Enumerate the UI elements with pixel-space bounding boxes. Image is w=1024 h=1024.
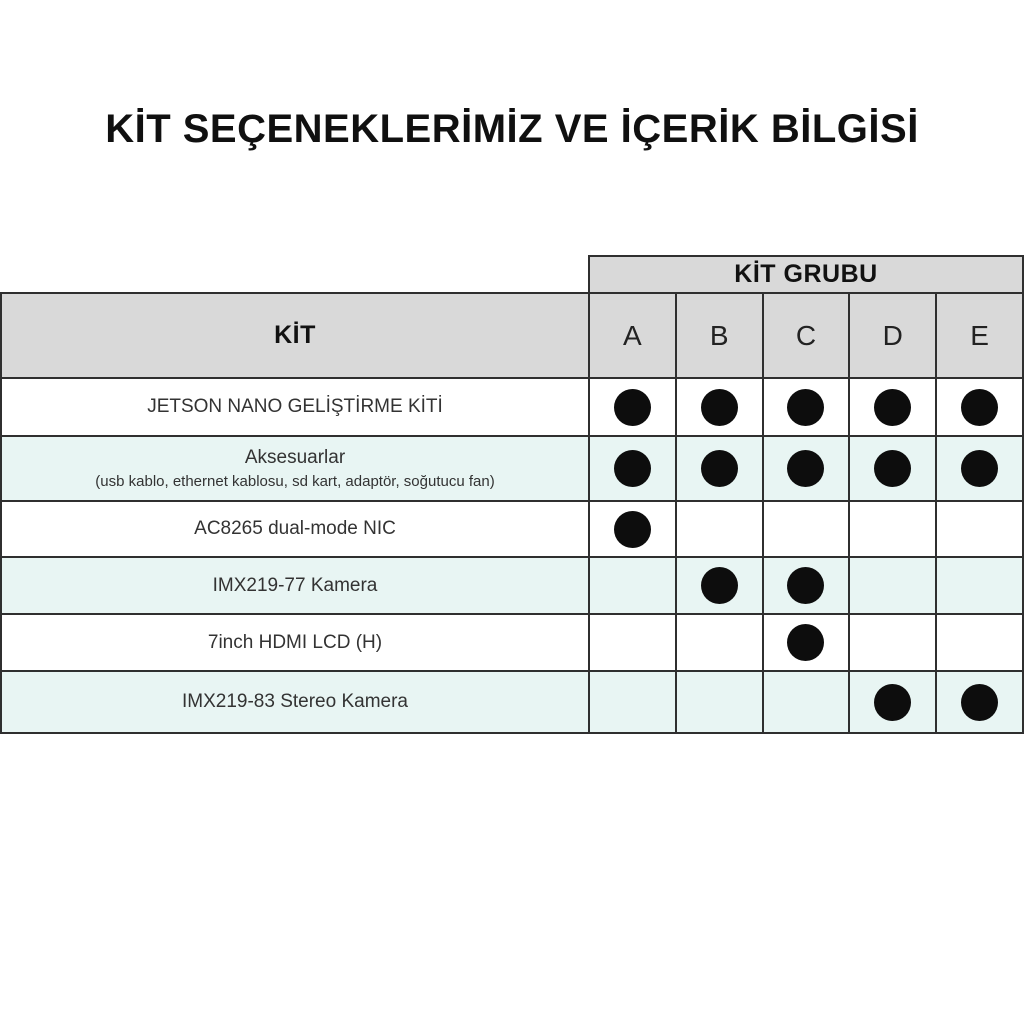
table-row-ac8265 xyxy=(1,501,1023,557)
included-dot xyxy=(787,567,824,604)
row-label: Aksesuarlar xyxy=(244,447,346,469)
included-dot xyxy=(787,624,824,661)
included-dot xyxy=(874,450,911,487)
column-header-d: D xyxy=(849,293,936,378)
included-dot xyxy=(701,450,738,487)
dot-cell xyxy=(763,501,850,557)
kit-options-table xyxy=(0,255,1024,734)
page-title: KİT SEÇENEKLERİMİZ VE İÇERİK BİLGİSİ xyxy=(105,107,919,151)
row-sublabel: (usb kablo, ethernet kablosu, sd kart, adaptör, soğutucu fan) xyxy=(95,473,495,491)
dot-cell xyxy=(763,614,850,671)
table-row-hdmi-lcd xyxy=(1,614,1023,671)
included-dot xyxy=(701,567,738,604)
group-header-row xyxy=(1,256,1023,293)
dot-cell xyxy=(589,378,676,436)
dot-cell xyxy=(589,501,676,557)
dot-cell xyxy=(936,557,1023,614)
included-dot xyxy=(961,450,998,487)
column-header-row xyxy=(1,293,1023,378)
included-dot xyxy=(874,389,911,426)
column-header-b: B xyxy=(676,293,763,378)
row-label: AC8265 dual-mode NIC xyxy=(194,518,396,540)
table-row-jetson-nano xyxy=(1,378,1023,436)
dot-cell xyxy=(849,614,936,671)
header-spacer xyxy=(1,256,589,293)
dot-cell xyxy=(936,436,1023,501)
row-label-cell xyxy=(1,378,589,436)
row-label: IMX219-83 Stereo Kamera xyxy=(181,691,408,713)
dot-cell xyxy=(676,614,763,671)
dot-cell xyxy=(936,614,1023,671)
row-label-cell xyxy=(1,671,589,733)
dot-cell xyxy=(849,501,936,557)
included-dot xyxy=(874,684,911,721)
dot-cell xyxy=(849,557,936,614)
row-label-cell xyxy=(1,436,589,501)
row-label: JETSON NANO GELİŞTİRME KİTİ xyxy=(147,396,443,418)
dot-cell xyxy=(676,378,763,436)
dot-cell xyxy=(676,436,763,501)
dot-cell xyxy=(676,501,763,557)
dot-cell xyxy=(589,614,676,671)
kit-group-header: KİT GRUBU xyxy=(589,256,1023,293)
dot-cell xyxy=(589,671,676,733)
row-label: 7inch HDMI LCD (H) xyxy=(207,631,383,653)
dot-cell xyxy=(676,557,763,614)
row-label-cell xyxy=(1,557,589,614)
dot-cell xyxy=(676,671,763,733)
included-dot xyxy=(701,389,738,426)
row-label: IMX219-77 Kamera xyxy=(212,574,378,596)
dot-cell xyxy=(936,501,1023,557)
dot-cell xyxy=(763,557,850,614)
included-dot xyxy=(614,450,651,487)
dot-cell xyxy=(589,557,676,614)
column-header-a: A xyxy=(589,293,676,378)
dot-cell xyxy=(849,436,936,501)
dot-cell xyxy=(763,671,850,733)
dot-cell xyxy=(936,378,1023,436)
table-row-aksesuarlar xyxy=(1,436,1023,501)
included-dot xyxy=(614,389,651,426)
column-header-c: C xyxy=(763,293,850,378)
included-dot xyxy=(961,684,998,721)
dot-cell xyxy=(849,378,936,436)
dot-cell xyxy=(936,671,1023,733)
dot-cell xyxy=(763,378,850,436)
included-dot xyxy=(787,389,824,426)
included-dot xyxy=(787,450,824,487)
dot-cell xyxy=(849,671,936,733)
row-label-cell xyxy=(1,614,589,671)
table-row-imx219-77 xyxy=(1,557,1023,614)
kit-column-header: KİT xyxy=(1,293,589,378)
dot-cell xyxy=(763,436,850,501)
table-row-imx219-83 xyxy=(1,671,1023,733)
included-dot xyxy=(614,511,651,548)
included-dot xyxy=(961,389,998,426)
dot-cell xyxy=(589,436,676,501)
row-label-cell xyxy=(1,501,589,557)
column-header-e: E xyxy=(936,293,1023,378)
